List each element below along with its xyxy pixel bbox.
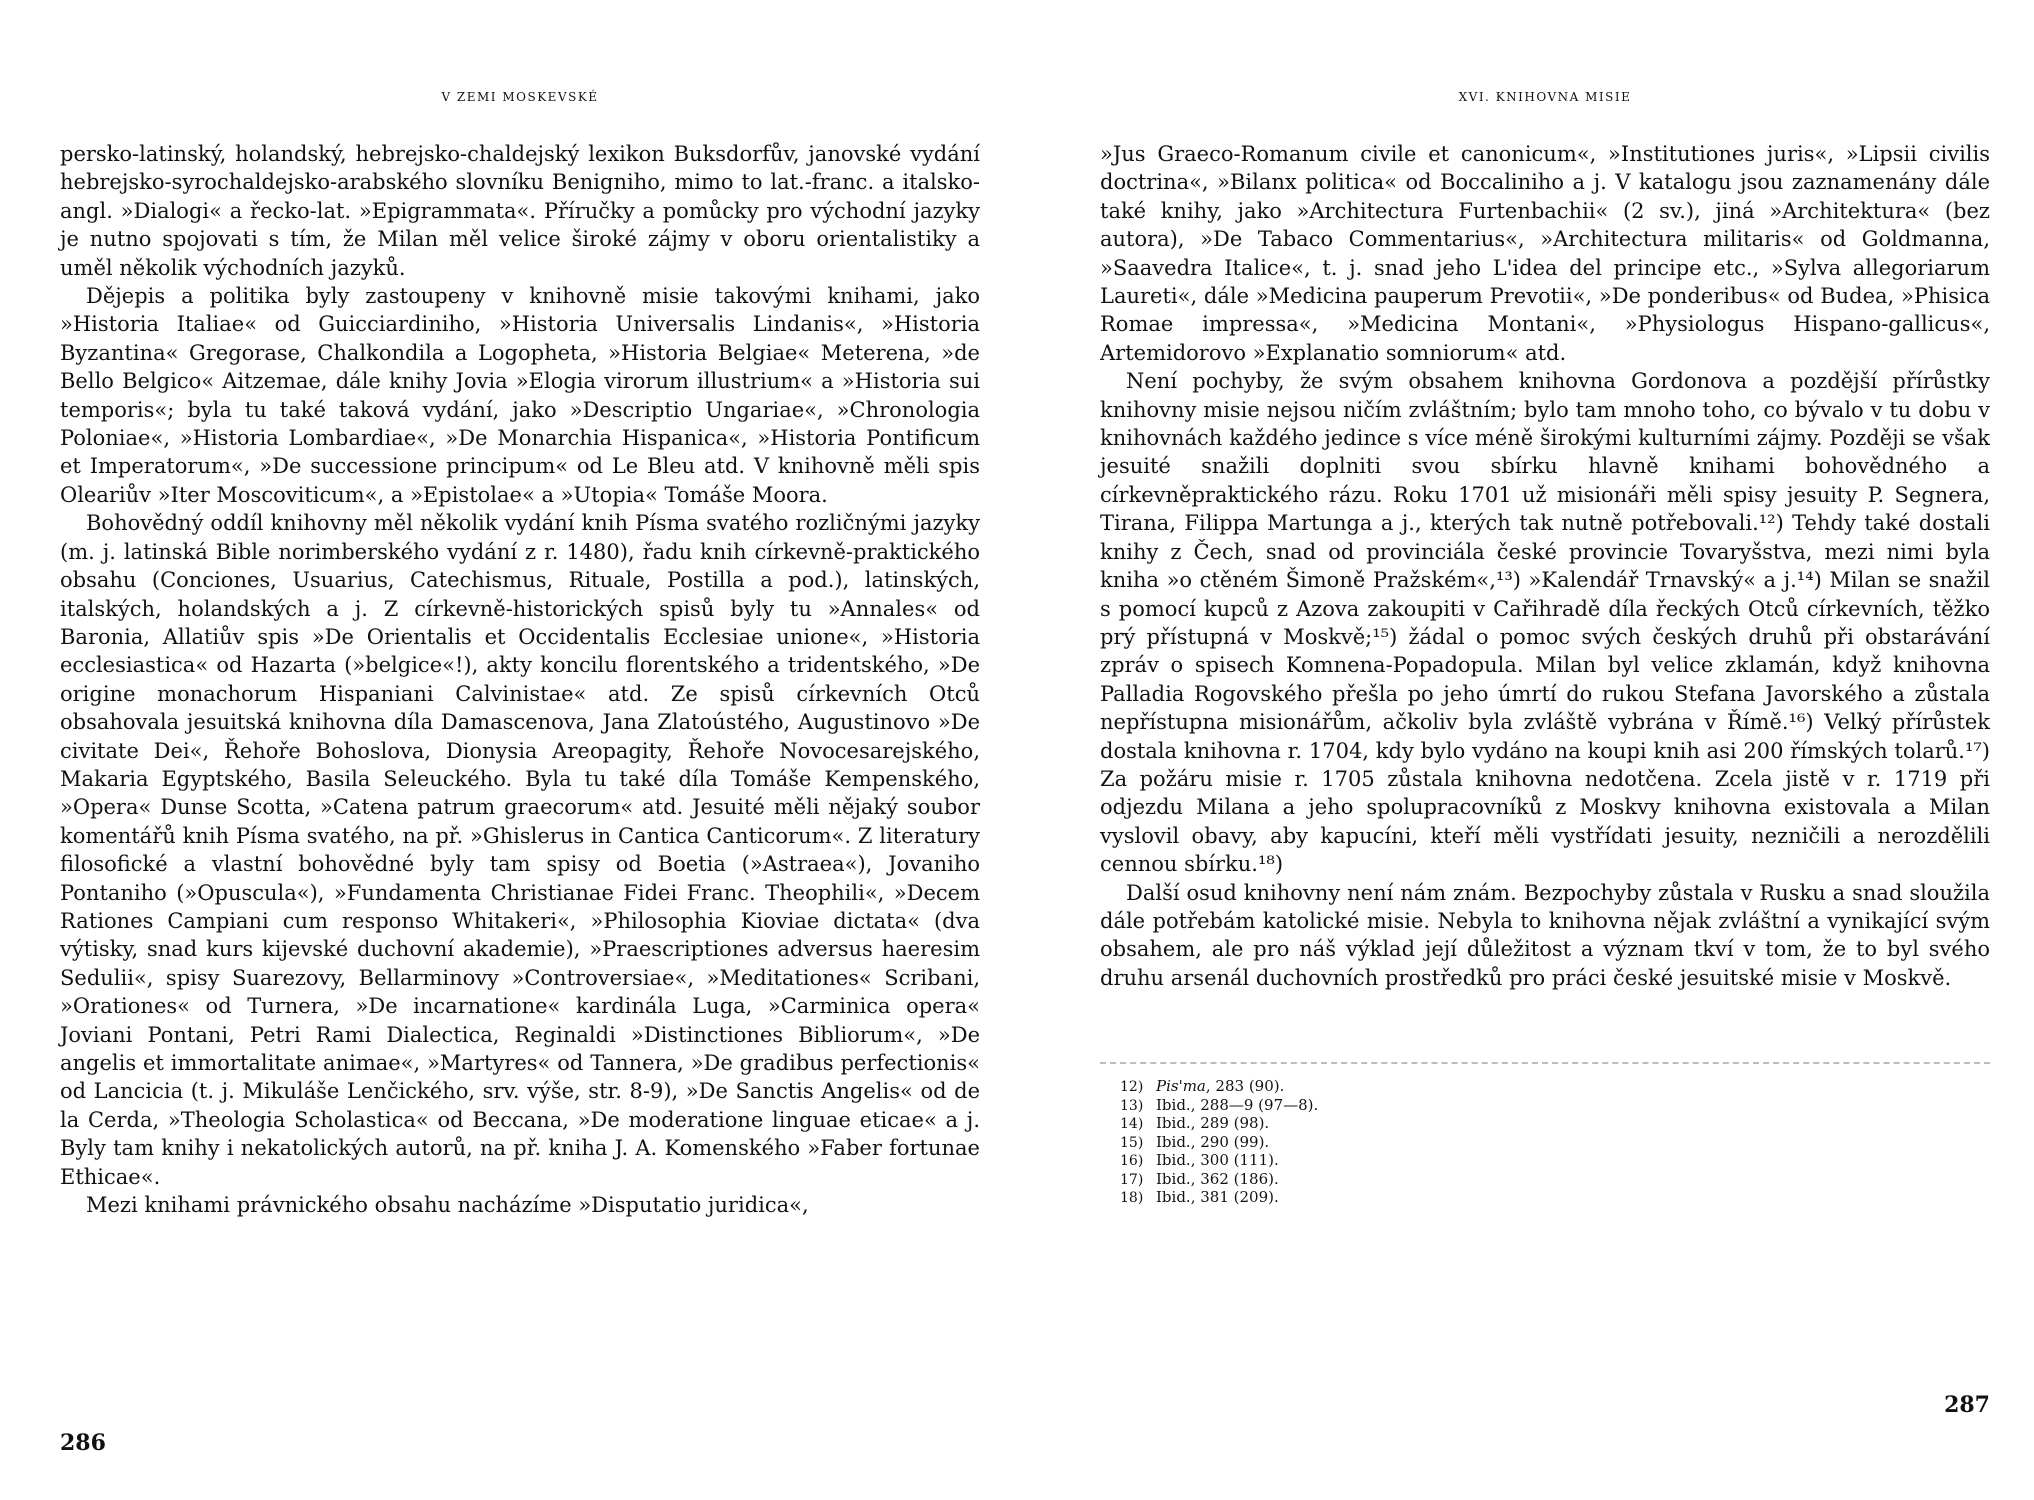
running-head: V ZEMI MOSKEVSKÉ: [441, 90, 599, 104]
footnote: [1120, 1115, 1318, 1134]
footnote: [1120, 1078, 1318, 1097]
paragraph: persko-latinský, holandský, hebrejsko-chaldejský lexikon Buksdorfův, janovské vydání hebrejsko-syrochaldejsko-arabského slovníku Benigniho, mimo to lat.-franc. a italsko-angl. »Dialogi« a řecko-lat. »Epigrammata«. Příručky a pomůcky pro východní jazyky je nutno spojovati s tím, že Milan měl velice široké zájmy v oboru orientalistiky a uměl několik východních jazyků.: [60, 142, 980, 280]
footnote-text: , 283 (90).: [1205, 1077, 1285, 1095]
footnote: [1120, 1171, 1318, 1190]
footnote-divider: [1100, 1062, 1990, 1064]
footnote-number: 12): [1120, 1079, 1144, 1095]
footnote-number: 18): [1120, 1190, 1144, 1206]
paragraph: Bohovědný oddíl knihovny měl několik vydání knih Písma svatého rozličnými jazyky (m. j. latinská Bible norimberského vydání z r. 1480), řadu knih církevně-praktického obsahu (Conciones, Usuarius, Catechismus, Rituale, Postilla a pod.), latinských, italských, holandských a j. Z církevně-historických spisů byly tu »Annales« od Baronia, Allatiův spis »De Orientalis et Occidentalis Ecclesiae unione«, »Historia ecclesiastica« od Hazarta (»belgice«!), akty koncilu florentského a tridentského, »De origine monachorum Hispaniani Calvinistae« atd. Ze spisů církevních Otců obsahovala jesuitská knihovna díla Damascenova, Jana Zlatoústého, Augustinovo »De civitate Dei«, Řehoře Bohoslova, Dionysia Areopagity, Řehoře Novocesarejského, Makaria Egyptského, Basila Seleuckého. Byla tu také díla Tomáše Kempenského, »Opera« Dunse Scotta, »Catena patrum graecorum« atd. Jesuité měli nějaký soubor komentářů knih Písma svatého, na př. »Ghislerus in Cantica Canticorum«. Z literatury filosofické a vlastní bohovědné byly tam spisy od Boetia (»Astraea«), Jovaniho Pontaniho (»Opuscula«), »Fundamenta Christianae Fidei Franc. Theophili«, »Decem Rationes Campiani cum responso Whitakeri«, »Philosophia Kioviae dictata« (dva výtisky, snad kurs kijevské duchovní akademie), »Praescriptiones adversus haeresim Sedulii«, spisy Suarezovy, Bellarminovy »Controversiae«, »Meditationes« Scribani, »Orationes« od Turnera, »De incarnatione« kardinála Luga, »Carminica opera« Joviani Pontani, Petri Rami Dialectica, Reginaldi »Distinctiones Bibliorum«, »De angelis et immortalitate animae«, »Martyres« od Tannera, »De gradibus perfectionis« od Lancicia (t. j. Mikuláše Lenčického, srv. výše, str. 8-9), »De Sanctis Angelis« od de la Cerda, »Theologia Scholastica« od Beccana, »De moderatione linguae eticae« a j. Byly tam knihy i nekatolických autorů, na př. kniha J. A. Komenského »Faber fortunae Ethicae«.: [60, 511, 980, 1189]
footnote-text: Ibid., 300 (111).: [1156, 1151, 1279, 1169]
running-head: XVI. KNIHOVNA MISIE: [1458, 90, 1632, 104]
paragraph: Dějepis a politika byly zastoupeny v knihovně misie takovými knihami, jako »Historia Italiae« od Guicciardiniho, »Historia Universalis Lindanis«, »Historia Byzantina« Gregorase, Chalkondila a Logopheta, »Historia Belgiae« Meterena, »de Bello Belgico« Aitzemae, dále knihy Jovia »Elogia virorum illustrium« a »Historia sui temporis«; byla tu také taková vydání, jako »Descriptio Ungariae«, »Chronologia Poloniae«, »Historia Lombardiae«, »De Monarchia Hispanica«, »Historia Pontificum et Imperatorum«, »De successione principum« od Le Bleu atd. V knihovně měli spis Oleariův »Iter Moscoviticum«, a »Epistolae« a »Utopia« Tomáše Moora.: [60, 284, 980, 507]
footnote-text: Ibid., 289 (98).: [1156, 1114, 1270, 1132]
footnotes: [1120, 1078, 1318, 1208]
footnote: [1120, 1134, 1318, 1153]
paragraph: Další osud knihovny není nám znám. Bezpochyby zůstala v Rusku a snad sloužila dále potřebám katolické misie. Nebyla to knihovna nějak zvláštní a vynikající svým obsahem, ale pro náš výklad její důležitost a význam tkví v tom, že to byl svého druhu arsenál duchovních prostředků pro práci české jesuitské misie v Moskvě.: [1100, 880, 1990, 990]
footnote: [1120, 1097, 1318, 1116]
right-page: [1100, 0, 1990, 1500]
footnote-text: Ibid., 362 (186).: [1156, 1169, 1279, 1188]
left-page: [60, 0, 980, 1500]
footnote-number: 14): [1120, 1116, 1144, 1132]
page-number: 286: [60, 1430, 106, 1456]
footnote-text: Ibid., 290 (99).: [1156, 1132, 1270, 1151]
body-text: [60, 140, 980, 1219]
footnote-title: Pis'ma: [1156, 1077, 1206, 1095]
footnote: [1120, 1189, 1318, 1208]
footnote-number: 16): [1120, 1153, 1144, 1169]
footnote-number: 13): [1120, 1097, 1144, 1114]
body-text: [1100, 140, 1990, 992]
page-number: 287: [1944, 1392, 1990, 1418]
paragraph: »Jus Graeco-Romanum civile et canonicum«, »Institutiones juris«, »Lipsii civilis doctrina«, »Bilanx politica« od Boccaliniho a j. V katalogu jsou zaznamenány dále také knihy, jako »Architectura Furtenbachii« (2 sv.), jiná »Architektura« (bez autora), »De Tabaco Commentarius«, »Architectura militaris« od Goldmanna, »Saavedra Italice«, t. j. snad jeho L'idea del principe etc., »Sylva allegoriarum Laureti«, dále »Medicina pauperum Prevotii«, »De ponderibus« od Budea, »Phisica Romae impressa«, »Medicina Montani«, »Physiologus Hispano-gallicus«, Artemidorovo »Explanatio somniorum« atd.: [1100, 142, 1990, 365]
footnote-text: Ibid., 288—9 (97—8).: [1156, 1095, 1319, 1114]
paragraph: Není pochyby, že svým obsahem knihovna Gordonova a pozdější přírůstky knihovny misie nejsou ničím zvláštním; bylo tam mnoho toho, co bývalo v tu dobu v knihovnách každého jedince s více méně širokými kulturními zájmy. Později se však jesuité snažili doplniti svou sbírku hlavně knihami bohovědného a církevněpraktického rázu. Roku 1701 už misionáři měli spisy jesuity P. Segnera, Tirana, Filippa Martunga a j., kterých tak nutně potřebovali.¹²) Tehdy také dostali knihy z Čech, snad od provinciála české provincie Tovaryšstva, mezi nimi byla kniha »o ctěném Šimoně Pražském«,¹³) »Kalendář Trnavský« a j.¹⁴) Milan se snažil s pomocí kupců z Azova zakoupiti v Cařihradě díla řeckých Otců církevních, těžko prý přístupná v Moskvě;¹⁵) žádal o pomoc svých českých druhů při obstarávání zpráv o spisech Komnena-Popadopula. Milan byl velice zklamán, když knihovna Palladia Rogovského přešla po jeho úmrtí do rukou Stefana Javorského a zůstala nepřístupna misionářům, ačkoliv byla zvláště vybrána v Římě.¹⁶) Velký přírůstek dostala knihovna r. 1704, kdy bylo vydáno na koupi knih asi 200 římských tolarů.¹⁷) Za požáru misie r. 1705 zůstala knihovna nedotčena. Zcela jistě v r. 1719 při odjezdu Milana a jeho spolupracovníků z Moskvy knihovna existovala a Milan vyslovil obavy, aby kapucíni, kteří měli vystřídati jesuity, nezničili a nerozdělili cennou sbírku.¹⁸): [1100, 369, 1990, 877]
footnote-number: 17): [1120, 1171, 1144, 1188]
footnote-text: Ibid., 381 (209).: [1156, 1188, 1279, 1206]
footnote: [1120, 1152, 1318, 1171]
paragraph: Mezi knihami právnického obsahu nacházíme »Disputatio juridica«,: [86, 1193, 809, 1218]
footnote-number: 15): [1120, 1134, 1144, 1151]
